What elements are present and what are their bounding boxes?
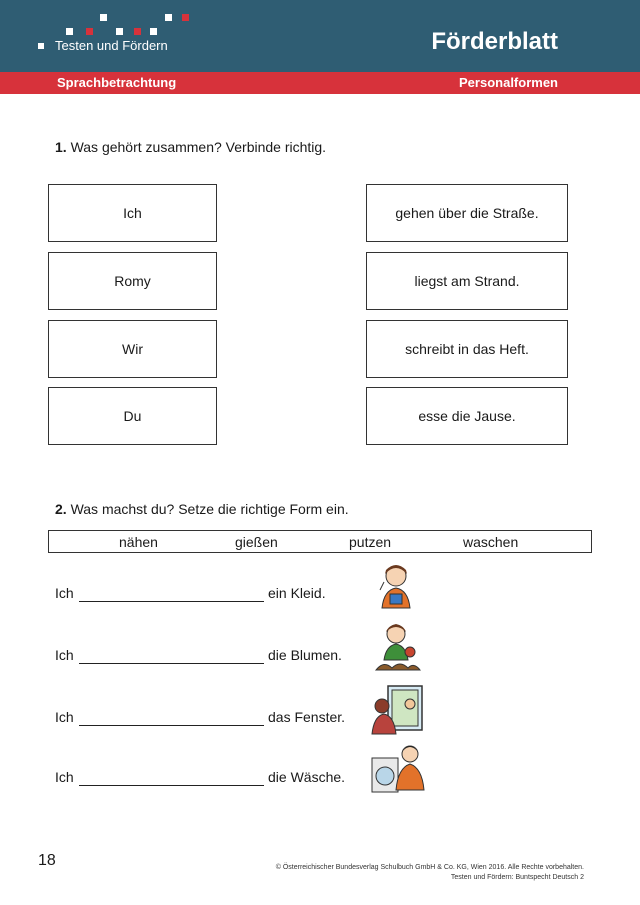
task1-number: 1. — [55, 139, 67, 155]
page-number: 18 — [38, 852, 56, 869]
watering-flowers-picture — [370, 620, 426, 674]
sentence-row-3 — [55, 709, 346, 725]
subject-label: Sprachbetrachtung — [57, 75, 177, 90]
left-box-4[interactable]: Du — [48, 387, 217, 445]
answer-blank[interactable] — [79, 601, 264, 602]
sentence-row-2 — [55, 647, 342, 663]
task2-prompt — [55, 501, 349, 517]
word-bank — [48, 530, 592, 553]
sentence-start: Ich — [55, 647, 74, 663]
left-box-2[interactable]: Romy — [48, 252, 217, 310]
sentence-end: die Blumen. — [268, 647, 342, 663]
sentence-start: Ich — [55, 709, 74, 725]
left-box-1[interactable]: Ich — [48, 184, 217, 242]
right-box-3[interactable]: schreibt in das Heft. — [366, 320, 568, 378]
book-title-line: Testen und Fördern: Buntspecht Deutsch 2 — [450, 874, 584, 881]
right-box-1[interactable]: gehen über die Straße. — [366, 184, 568, 242]
washing-laundry-picture — [370, 742, 426, 796]
task2-text: Was machst du? Setze die richtige Form ein. — [70, 501, 349, 517]
word-bank-item: gießen — [235, 534, 278, 550]
task1-text: Was gehört zusammen? Verbinde richtig. — [70, 139, 327, 155]
page-title: Förderblatt — [431, 28, 558, 55]
header-bar — [0, 0, 640, 72]
logo-bullet — [38, 43, 44, 49]
sentence-end: die Wäsche. — [268, 769, 346, 785]
task1-prompt — [55, 139, 326, 155]
task2-number: 2. — [55, 501, 67, 517]
word-bank-item: nähen — [119, 534, 158, 550]
answer-blank[interactable] — [79, 785, 264, 786]
sentence-end: ein Kleid. — [268, 585, 326, 601]
sewing-picture — [370, 560, 426, 614]
word-bank-item: putzen — [349, 534, 392, 550]
copyright-line: © Österreichischer Bundesverlag Schulbuch GmbH & Co. KG, Wien 2016. Alle Rechte vorbehalten. — [275, 864, 584, 871]
subheader-bar — [0, 72, 640, 94]
sentence-start: Ich — [55, 585, 74, 601]
answer-blank[interactable] — [79, 725, 264, 726]
answer-blank[interactable] — [79, 663, 264, 664]
sentence-row-4 — [55, 769, 346, 785]
topic-label: Personalformen — [459, 75, 558, 90]
sentence-end: das Fenster. — [268, 709, 346, 725]
right-box-4[interactable]: esse die Jause. — [366, 387, 568, 445]
word-bank-item: waschen — [463, 534, 519, 550]
sentence-start: Ich — [55, 769, 74, 785]
sentence-row-1 — [55, 585, 326, 601]
left-box-3[interactable]: Wir — [48, 320, 217, 378]
right-box-2[interactable]: liegst am Strand. — [366, 252, 568, 310]
cleaning-window-picture — [370, 682, 426, 736]
logo-text: Testen und Fördern — [55, 38, 168, 53]
